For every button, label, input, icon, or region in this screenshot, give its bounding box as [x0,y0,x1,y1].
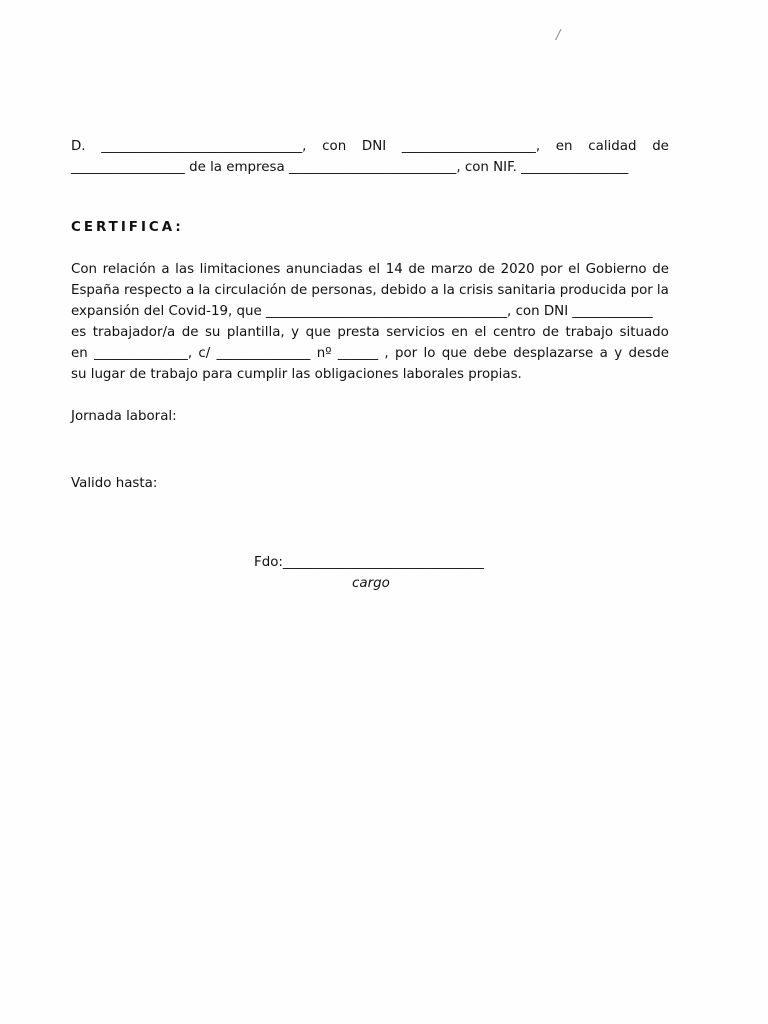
word: 2020 [500,262,535,277]
word: y [291,325,300,340]
word: trabajador/a [92,325,176,340]
word: centro [492,325,536,340]
word: de [408,262,426,277]
nif-label: con NIF. [460,160,522,175]
word: c/ [198,346,211,361]
word: desplazarse [513,346,594,361]
word: el [474,325,487,340]
word: a [599,346,608,361]
word: a [161,262,170,277]
word: limitaciones [199,262,281,277]
word: de [290,283,308,298]
word: sanitaria [497,283,556,298]
word: Con [71,262,98,277]
d-label: D. [71,139,86,154]
word: la [198,283,211,298]
paragraph-line-6 [71,364,669,385]
word: es [71,325,87,340]
header-line-2 [71,157,669,178]
word: presta [337,325,380,340]
word: a [430,283,439,298]
word: España [71,283,120,298]
paragraph-line-2 [71,280,669,301]
word: respecto [123,283,182,298]
paragraph-line-4 [71,322,669,343]
word: de [652,262,669,277]
word[interactable]: ______ [337,346,379,361]
paragraph-line-1 [71,259,669,280]
paragraph-line-6-text: su lugar de trabajo para cumplir las obligaciones laborales propias. [71,367,522,382]
word: relación [102,262,156,277]
word: en [71,346,88,361]
word: crisis [458,283,494,298]
word: lo [423,346,436,361]
word: que [305,325,331,340]
certificate-paragraph [71,259,669,385]
con-label: con [322,139,347,154]
word: , [384,346,389,361]
word: por [630,283,653,298]
jornada-laboral-label: Jornada laboral: [71,409,177,424]
role-blank[interactable]: _________________ [71,160,185,175]
signature-line[interactable]: Fdo:______________________________ [254,555,484,570]
word: de [478,262,496,277]
word[interactable]: ______________, [94,346,193,361]
word: en [451,325,469,340]
header-line-1 [71,136,669,157]
en-label: en [555,139,573,154]
word: la [442,283,455,298]
word: Gobierno [585,262,647,277]
de-label: de [652,139,669,154]
word[interactable]: ______________ [216,346,311,361]
word: de [181,325,199,340]
nif-blank[interactable]: ________________ [521,160,629,175]
word: que [441,346,468,361]
name-blank[interactable]: ______________________________, [101,139,307,154]
word: el [368,262,381,277]
word: trabajo [565,325,614,340]
calidad-label: calidad [588,139,637,154]
word: plantilla, [226,325,285,340]
word: a [186,283,195,298]
empresa-label: de la empresa [184,160,289,175]
valido-hasta-label: Valido hasta: [71,476,158,491]
certifica-heading: CERTIFICA: [71,220,184,235]
word: anunciadas [285,262,363,277]
word: servicios [386,325,445,340]
word: su [204,325,221,340]
word: 14 [385,262,403,277]
corner-mark: / [556,28,561,43]
word: marzo [430,262,473,277]
word: situado [619,325,669,340]
word: nº [316,346,332,361]
word: desde [628,346,669,361]
cargo-label: cargo [352,576,390,591]
dni-blank[interactable]: ____________________, [401,139,541,154]
paragraph-line-5 [71,343,669,364]
word: el [568,262,581,277]
word: la [656,283,669,298]
word: debido [380,283,427,298]
word: personas, [311,283,377,298]
word: de [542,325,559,340]
company-blank[interactable]: _________________________, [288,160,461,175]
word: por [540,262,563,277]
word: producida [559,283,627,298]
word: las [175,262,195,277]
certificate-body [71,136,669,494]
word: circulación [214,283,287,298]
word: y [614,346,623,361]
paragraph-line-3 [71,301,669,322]
dni-label: DNI [361,139,387,154]
word: debe [473,346,507,361]
word: por [394,346,418,361]
paragraph-line-3-text: expansión del Covid-19, que ____________________________________, con DNI ____________ [71,304,653,319]
